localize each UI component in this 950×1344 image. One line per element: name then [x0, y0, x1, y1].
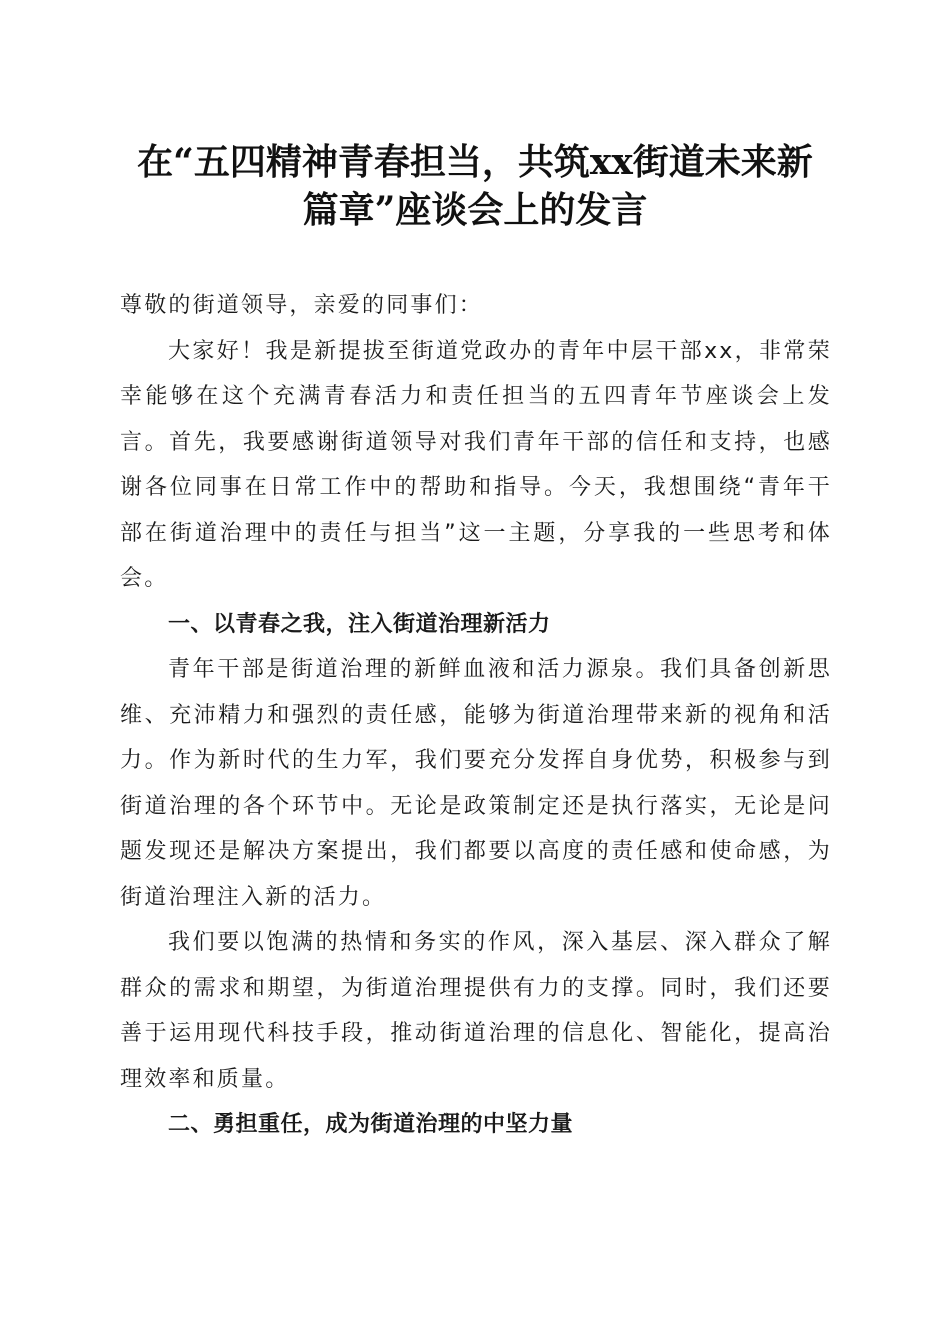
- paragraph-intro: 大家好！我是新提拔至街道党政办的青年中层干部xx，非常荣幸能够在这个充满青春活力和责任担当的五四青年节座谈会上发言。首先，我要感谢街道领导对我们青年干部的信任和支持，也感谢各位同事在日常工作中的帮助和指导。今天，我想围绕“青年干部在街道治理中的责任与担当”这一主题，分享我的一些思考和体会。: [120, 338, 832, 591]
- document-title: [100, 138, 850, 234]
- document-body: [120, 283, 832, 1148]
- paragraph-section-1b: 我们要以饱满的热情和务实的作风，深入基层、深入群众了解群众的需求和期望，为街道治理提供有力的支撑。同时，我们还要善于运用现代科技手段，推动街道治理的信息化、智能化，提高治理效率和质量。: [120, 930, 832, 1092]
- title-line-2: 篇章”座谈会上的发言: [302, 189, 648, 231]
- section-heading-1: 一、以青春之我，注入街道治理新活力: [168, 611, 551, 637]
- salutation: 尊敬的街道领导，亲爱的同事们：: [120, 293, 484, 318]
- title-line-1: 在“五四精神青春担当，共筑xx街道未来新: [137, 141, 813, 183]
- section-heading-2: 二、勇担重任，成为街道治理的中坚力量: [168, 1112, 574, 1137]
- paragraph-section-1a: 青年干部是街道治理的新鲜血液和活力源泉。我们具备创新思维、充沛精力和强烈的责任感，能够为街道治理带来新的视角和活力。作为新时代的生力军，我们要充分发挥自身优势，积极参与到街道治理的各个环节中。无论是政策制定还是执行落实，无论是问题发现还是解决方案提出，我们都要以高度的责任感和使命感，为街道治理注入新的活力。: [120, 657, 832, 910]
